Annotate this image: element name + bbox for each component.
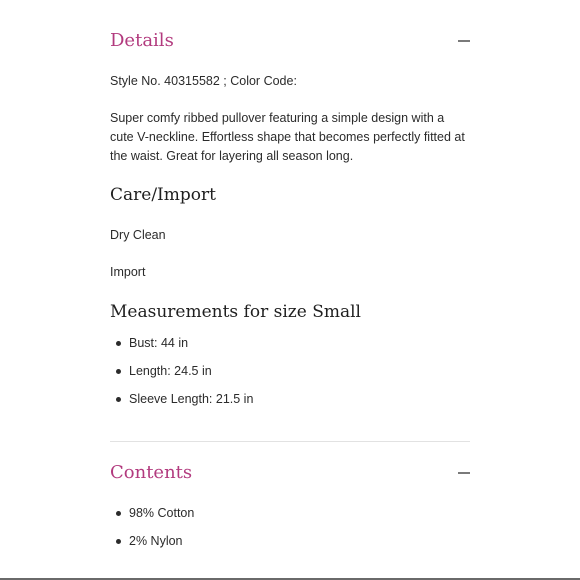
minus-icon[interactable]: [458, 472, 470, 474]
section-divider: [110, 441, 470, 442]
style-number: Style No. 40315582 ; Color Code:: [110, 74, 297, 88]
details-title: Details: [110, 30, 174, 51]
details-header[interactable]: [110, 29, 470, 59]
content-nylon: 2% Nylon: [129, 534, 183, 548]
bullet-icon: [116, 397, 121, 402]
bullet-icon: [116, 539, 121, 544]
measurement-bust: Bust: 44 in: [129, 336, 189, 350]
minus-icon[interactable]: [458, 40, 470, 42]
measurement-sleeve-length: Sleeve Length: 21.5 in: [129, 392, 254, 406]
contents-header[interactable]: [110, 461, 470, 491]
care-item-import: Import: [110, 265, 146, 279]
bullet-icon: [116, 341, 121, 346]
measurement-length: Length: 24.5 in: [129, 364, 212, 378]
measurements-heading: Measurements for size Small: [110, 302, 361, 322]
content-cotton: 98% Cotton: [129, 506, 195, 520]
contents-title: Contents: [110, 462, 193, 483]
product-description: Super comfy ribbed pullover featuring a simple design with a cute V-neckline. Effortless shape that becomes perfectly fitted at the waist. Great for layering all season long.: [110, 111, 465, 163]
bullet-icon: [116, 511, 121, 516]
care-import-heading: Care/Import: [110, 185, 216, 205]
care-item-dry-clean: Dry Clean: [110, 228, 166, 242]
bullet-icon: [116, 369, 121, 374]
